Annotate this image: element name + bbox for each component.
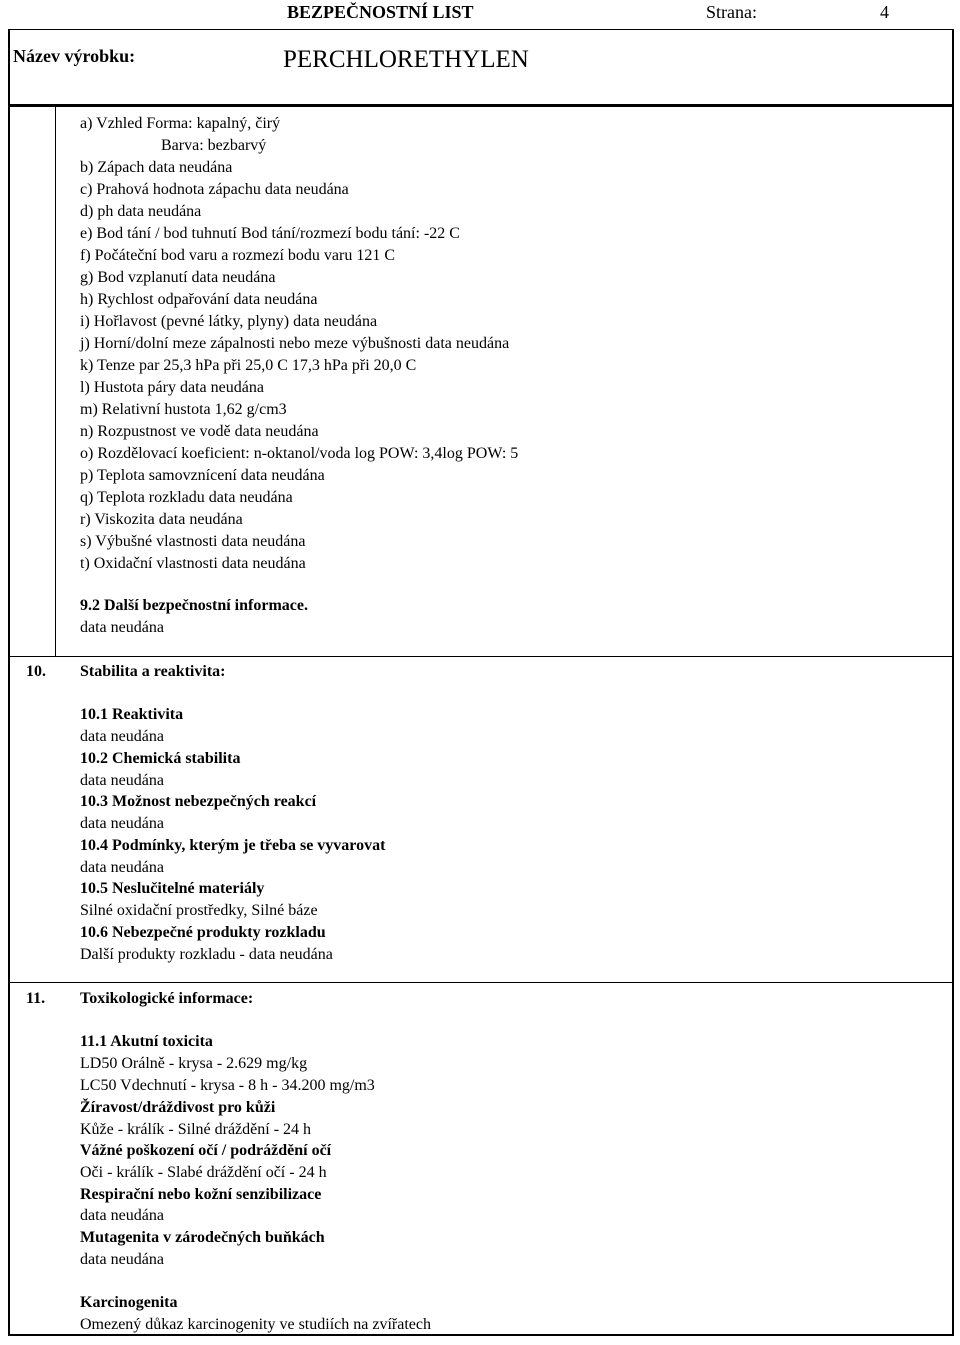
section10-title: Stabilita a reaktivita:: [80, 663, 226, 680]
property-line: c) Prahová hodnota zápachu data neudána: [80, 181, 349, 198]
subsection-text: Silné oxidační prostředky, Silné báze: [80, 902, 318, 919]
property-line: t) Oxidační vlastnosti data neudána: [80, 555, 306, 572]
acute-toxicity-line: LD50 Orálně - krysa - 2.629 mg/kg: [80, 1055, 308, 1072]
carcinogenicity-title: Karcinogenita: [80, 1294, 178, 1311]
document-title: BEZPEČNOSTNÍ LIST: [287, 2, 474, 22]
header-top-rule: [8, 29, 954, 30]
subsection-text: data neudána: [80, 859, 164, 876]
property-line: f) Počáteční bod varu a rozmezí bodu varu 121 C: [80, 247, 396, 264]
right-border: [952, 29, 954, 1335]
property-line: s) Výbušné vlastnosti data neudána: [80, 533, 306, 550]
section11-title: Toxikologické informace:: [80, 990, 254, 1007]
section11-rule: [8, 982, 954, 983]
property-line: i) Hořlavost (pevné látky, plyny) data neudána: [80, 313, 378, 330]
tox-item-text: data neudána: [80, 1251, 164, 1268]
subsection-text: data neudána: [80, 772, 164, 789]
tox-item-text: data neudána: [80, 1207, 164, 1224]
tox-item-text: Kůže - králík - Silné dráždění - 24 h: [80, 1121, 312, 1138]
subsection-title: 10.4 Podmínky, kterým je třeba se vyvarovat: [80, 837, 386, 854]
header-bottom-rule: [8, 104, 954, 107]
acute-toxicity-line: LC50 Vdechnutí - krysa - 8 h - 34.200 mg/m3: [80, 1077, 375, 1094]
tox-item-title: Vážné poškození očí / podráždění očí: [80, 1142, 332, 1159]
section11-number: 11.: [26, 990, 46, 1007]
property-line: b) Zápach data neudána: [80, 159, 233, 176]
property-line: m) Relativní hustota 1,62 g/cm3: [80, 401, 287, 418]
subsection-9-2-title: 9.2 Další bezpečnostní informace.: [80, 597, 308, 614]
property-line: a) Vzhled Forma: kapalný, čirý: [80, 115, 281, 132]
property-line: g) Bod vzplanutí data neudána: [80, 269, 276, 286]
property-line: d) ph data neudána: [80, 203, 202, 220]
property-line: h) Rychlost odpařování data neudána: [80, 291, 318, 308]
subsection-9-2-text: data neudána: [80, 619, 164, 636]
property-line: n) Rozpustnost ve vodě data neudána: [80, 423, 319, 440]
property-line: j) Horní/dolní meze zápalnosti nebo meze výbušnosti data neudána: [80, 335, 510, 352]
product-name: PERCHLORETHYLEN: [283, 46, 529, 73]
property-line: l) Hustota páry data neudána: [80, 379, 264, 396]
tox-item-title: Mutagenita v zárodečných buňkách: [80, 1229, 325, 1246]
property-line: e) Bod tání / bod tuhnutí Bod tání/rozmezí bodu tání: -22 C: [80, 225, 460, 242]
property-line: p) Teplota samovznícení data neudána: [80, 467, 325, 484]
left-border: [8, 29, 10, 1335]
page-number: 4: [880, 2, 889, 22]
subsection-title: 10.5 Neslučitelné materiály: [80, 880, 265, 897]
subsection-text: Další produkty rozkladu - data neudána: [80, 946, 333, 963]
tox-item-title: Respirační nebo kožní senzibilizace: [80, 1186, 322, 1203]
tox-item-title: Žíravost/dráždivost pro kůži: [80, 1099, 276, 1116]
subsection-text: data neudána: [80, 815, 164, 832]
property-line: k) Tenze par 25,3 hPa při 25,0 C 17,3 hPa při 20,0 C: [80, 357, 417, 374]
column-divider: [55, 107, 56, 657]
section10-rule: [8, 656, 954, 657]
property-line: r) Viskozita data neudána: [80, 511, 243, 528]
property-line: Barva: bezbarvý: [161, 137, 267, 154]
page-label: Strana:: [706, 2, 757, 22]
acute-toxicity-title: 11.1 Akutní toxicita: [80, 1033, 213, 1050]
section10-number: 10.: [26, 663, 46, 680]
tox-item-text: Oči - králík - Slabé dráždění očí - 24 h: [80, 1164, 327, 1181]
property-line: o) Rozdělovací koeficient: n-oktanol/voda log POW: 3,4log POW: 5: [80, 445, 519, 462]
property-line: q) Teplota rozkladu data neudána: [80, 489, 293, 506]
subsection-title: 10.6 Nebezpečné produkty rozkladu: [80, 924, 326, 941]
product-label: Název výrobku:: [13, 46, 136, 66]
subsection-title: 10.1 Reaktivita: [80, 706, 184, 723]
carcinogenicity-text: Omezený důkaz karcinogenity ve studiích na zvířatech: [80, 1316, 431, 1333]
subsection-text: data neudána: [80, 728, 164, 745]
subsection-title: 10.3 Možnost nebezpečných reakcí: [80, 793, 317, 810]
subsection-title: 10.2 Chemická stabilita: [80, 750, 241, 767]
